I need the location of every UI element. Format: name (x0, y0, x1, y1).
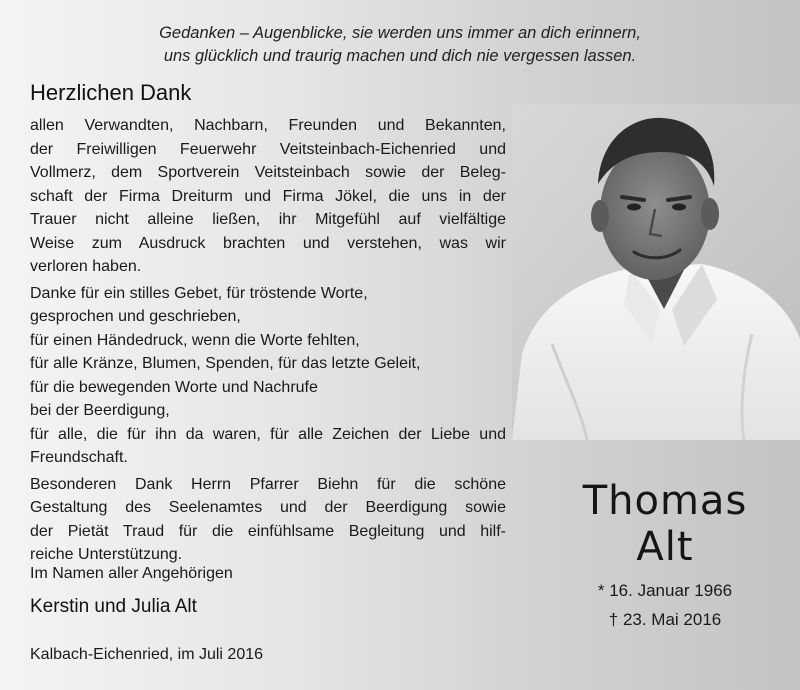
on-behalf-text: Im Namen aller Angehörigen (30, 565, 233, 582)
special-thanks-line: der Pietät Traud für die einfühlsame Begleitung und hilf- (30, 522, 506, 540)
gratitude-line: gesprochen und geschrieben, (30, 308, 241, 325)
motto-line-2: uns glücklich und traurig machen und dich nie vergessen lassen. (163, 47, 637, 65)
gratitude-line: für alle, die für ihn da waren, für alle Zeichen der Liebe und (30, 425, 506, 443)
special-thanks-line: Besonderen Dank Herrn Pfarrer Biehn für die schöne (30, 475, 506, 493)
thanks-line: verloren haben. (30, 258, 142, 275)
thanks-line: allen Verwandten, Nachbarn, Freunden und Bekannten, (30, 117, 506, 134)
gratitude-line: für einen Händedruck, wenn die Worte fehlten, (30, 331, 360, 349)
heading: Herzlichen Dank (30, 80, 192, 105)
gratitude-line: Danke für ein stilles Gebet, für tröstende Worte, (30, 284, 368, 302)
motto (0, 22, 800, 68)
body-text (30, 114, 506, 567)
birth-date: * 16. Januar 1966 (597, 581, 733, 600)
thanks-line: Vollmerz, dem Sportverein Veitsteinbach sowie der Beleg- (30, 164, 506, 181)
place-date: Kalbach-Eichenried, im Juli 2016 (30, 646, 264, 663)
portrait-photo (512, 104, 800, 440)
gratitude-line: bei der Beerdigung, (30, 402, 170, 419)
special-thanks-line: reiche Unterstützung. (30, 546, 183, 563)
deceased-first-name: Thomas (582, 478, 748, 524)
motto-line-1: Gedanken – Augenblicke, sie werden uns immer an dich erinnern, (159, 24, 641, 42)
thanks-line: der Freiwilligen Feuerwehr Veitsteinbach-Eichenried und (30, 140, 506, 158)
gratitude-line: für die bewegenden Worte und Nachrufe (30, 378, 318, 396)
death-date: † 23. Mai 2016 (608, 610, 722, 629)
thanks-line: Trauer nicht alleine ließen, ihr Mitgefühl auf vielfältige (30, 211, 506, 228)
signatory-names: Kerstin und Julia Alt (30, 596, 197, 617)
thanks-line: Weise zum Ausdruck brachten und verstehen, was wir (30, 234, 506, 252)
special-thanks-line: Gestaltung des Seelenamtes und der Beerdigung sowie (30, 499, 506, 516)
deceased-last-name: Alt (636, 524, 694, 570)
gratitude-line: für alle Kränze, Blumen, Spenden, für das letzte Geleit, (30, 355, 421, 372)
gratitude-line: Freundschaft. (30, 449, 128, 466)
thanks-line: schaft der Firma Dreiturm und Firma Jökel, die uns in der (30, 187, 506, 205)
